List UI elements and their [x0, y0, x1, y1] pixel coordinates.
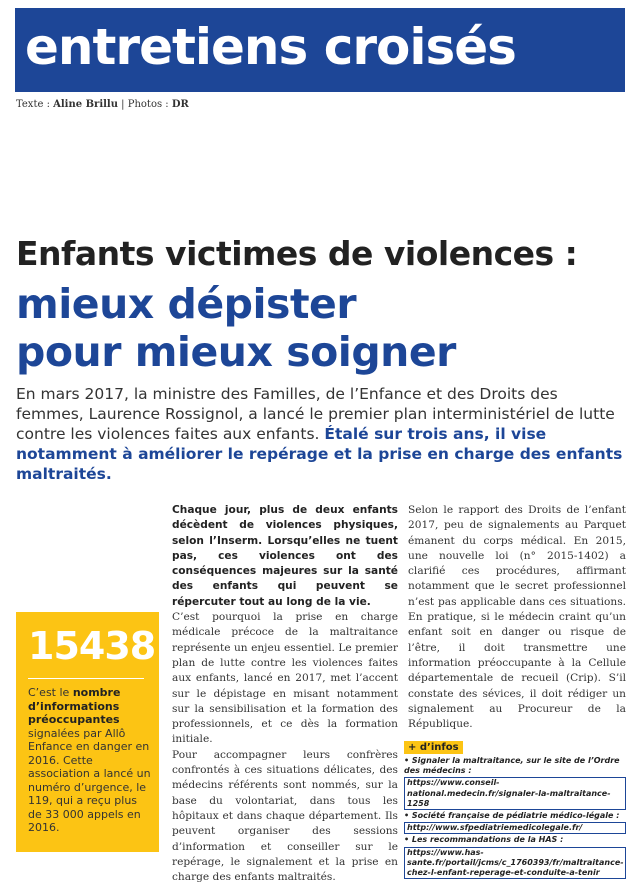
text-label: Texte : [16, 99, 50, 110]
headline-line2: mieux dépister [16, 280, 357, 328]
section-title: entretiens croisés [25, 18, 516, 76]
headline-line1: Enfants victimes de violences : [16, 234, 578, 273]
column1-paragraph-1: C’est pourquoi la prise en charge médicale précoce de la maltraitance représente un enjeu essentiel. Le premier plan de lutte contre les violences faites aux enfants, lancé en 2017, met l’accent sur le dépistage en misant notamment sur la sensibilisation et la formation des professionnels, et ce dès la formation initiale. [172, 611, 398, 746]
lead-paragraph [16, 384, 628, 484]
credits-separator: | [121, 99, 125, 110]
stat-divider [28, 678, 144, 679]
photos-credit: DR [171, 99, 189, 110]
infos-title: + d’infos [404, 741, 463, 754]
article-column-1 [172, 503, 398, 885]
stat-bold: nombre d’informations préoccupantes [28, 686, 121, 726]
stat-pre: C’est le [28, 686, 73, 699]
stat-number: 15438 [28, 624, 156, 668]
infos-item-label: • Société française de pédiatrie médico-légale : [404, 811, 620, 821]
column2-paragraph-1: Selon le rapport des Droits de l’enfant 2017, peu de signalements au Parquet émanent du corps médical. En 2015, une nouvelle loi (n° 2015-1402) a clarifié ces procédures, affirmant notamment que le secret professionnel n’est pas applicable dans ces situations. En pratique, si le médecin craint qu’un enfant soit en danger ou risque de l’être, il doit transmettre une information préoccupante à la Cellule départementale de recueil (Crip). S’il constate des sévices, il doit rédiger un signalement au Procureur de la République. [408, 504, 626, 731]
article-column-2 [408, 503, 626, 732]
infos-link[interactable]: https://www.conseil-national.medecin.fr/signaler-la-maltraitance-1258 [404, 777, 626, 810]
stat-description [28, 686, 153, 835]
stat-box [16, 612, 159, 852]
headline-line3: pour mieux soigner [16, 328, 456, 376]
photos-label: Photos : [127, 99, 169, 110]
infos-item-label: • Les recommandations de la HAS : [404, 835, 564, 845]
infos-link[interactable]: http://www.sfpediatriemedicolegale.fr/ [404, 822, 626, 834]
infos-list [404, 756, 626, 879]
infos-link[interactable]: https://www.has-sante.fr/portail/jcms/c_1760393/fr/maltraitance-chez-l-enfant-reperage-et-conduite-a-tenir [404, 847, 626, 880]
lead-plain: En mars 2017, la ministre des Familles, de l’Enfance et des Droits des femmes, Laurence Rossignol, a lancé le premier plan interministériel de lutte contre les violences faites aux enfants. [16, 385, 615, 443]
column1-paragraph-2: Pour accompagner leurs confrères confrontés à ces situations délicates, des médecins référents sont nommés, sur la base du volontariat, dans tous les hôpitaux et dans chaque département. Ils peuvent organiser des sessions d’information et conseiller sur le repérage, le signalement et la prise en charge des enfants maltraités. [172, 748, 398, 884]
credits-line [16, 99, 189, 110]
infos-item-label: • Signaler la maltraitance, sur le site de l’Ordre des médecins : [404, 756, 620, 776]
author-name: Aline Brillu [53, 99, 118, 110]
stat-post: signalées par Allô Enfance en danger en 2016. Cette association a lancé un numéro d’urgence, le 119, qui a reçu plus de 33 000 appels en 2016. [28, 726, 151, 834]
lead-highlight: Étalé sur trois ans, il vise notamment à améliorer le repérage et la prise en charge des enfants maltraités. [16, 425, 623, 483]
infos-box [404, 735, 626, 880]
section-banner [15, 8, 625, 92]
column-intro: Chaque jour, plus de deux enfants décèdent de violences physiques, selon l’Inserm. Lorsqu’elles ne tuent pas, ces violences ont des conséquences majeures sur la santé des enfants qui peuvent se répercuter tout au long de la vie. [172, 504, 398, 608]
